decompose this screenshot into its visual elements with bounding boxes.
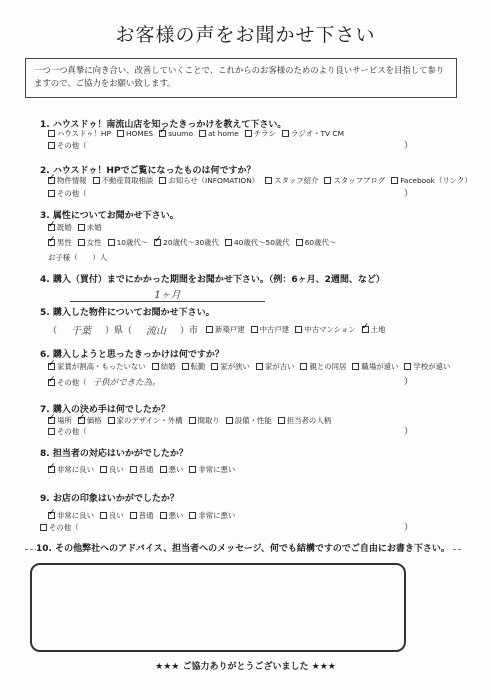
q6-options-option[interactable] [48,361,146,372]
intro-box: 一つ一つ真摯に向き合い、改善していくことで、これからのお客様のためのより良いサービスを目指して参りますので、ご協力をお願い致します。 [25,58,457,98]
q6-close-paren: ） [404,377,414,387]
checkbox[interactable] [48,239,55,246]
q5-types-option[interactable] [362,324,386,335]
q7-other [48,426,93,437]
q8-options-option[interactable] [130,464,154,475]
q4-label: 4. 購入（買付）までにかかった期間をお聞かせ下さい。（例：6ヶ月、2週間、など） [40,275,385,285]
checkbox[interactable] [117,130,124,137]
q9-label: 9. お店の印象はいかがでしたか？ [40,494,179,504]
q9-options-option[interactable] [189,510,235,521]
option-label: 悪い [168,511,184,520]
q7-options-option[interactable] [226,415,272,426]
q6-options-option[interactable] [152,361,176,372]
q9-options-option[interactable] [130,510,154,521]
q3-gender-age [48,237,342,248]
q2-options-option[interactable] [324,175,385,186]
option-label: スタッフ紹介 [274,176,319,185]
option-label: 普通 [138,465,154,474]
checkbox[interactable] [199,130,206,137]
checkbox[interactable] [362,326,369,333]
q1-options-option[interactable] [159,129,193,138]
q6-options-option[interactable] [256,361,295,372]
checkbox[interactable] [324,177,331,184]
option-label: 非常に悪い [198,465,236,474]
q5-types [206,324,391,335]
q8-options-option[interactable] [100,464,124,475]
checkbox[interactable] [300,363,307,370]
option-label: お知らせ（INFOMATION） [168,176,260,185]
q5-label: 5. 購入した物件についてお聞かせ下さい。 [40,308,215,318]
q2-options-option[interactable] [265,175,318,186]
q8-label: 8. 担当者の対応はいかがでしたか？ [40,449,188,459]
q2-other-label: その他（ [57,189,87,198]
checkbox[interactable] [78,417,85,424]
q3-gender-age-option[interactable] [48,237,72,248]
q2-options-option[interactable] [391,175,472,186]
option-label: 40歳代〜50歳代 [233,238,290,247]
q6-other-answer[interactable]: 子供ができた為。 [92,378,161,388]
checkbox[interactable] [189,417,196,424]
option-label: 60歳代〜 [304,238,337,247]
checkbox[interactable] [391,177,398,184]
option-label: 既婚 [57,223,72,232]
q5-types-option[interactable] [295,324,355,335]
option-label: ハウスドゥ！HP [57,129,111,138]
q5-pref-suffix: ）県（ [105,326,133,336]
q1-other [48,140,93,151]
option-label: 設備・性能 [234,416,272,425]
option-label: 場所 [57,416,72,425]
q7-options-option[interactable] [278,415,331,426]
footer-thanks: ★★★ ご協力ありがとうございました ★★★ [155,662,336,672]
checkbox[interactable] [160,466,167,473]
checkbox[interactable] [154,239,161,246]
q9-options [48,510,241,521]
option-label: 非常に悪い [198,511,236,520]
q3-gender-age-option[interactable] [108,237,149,248]
q8-options-option[interactable] [160,464,184,475]
option-label: 女性 [86,238,102,247]
checkbox[interactable] [48,177,55,184]
checkbox[interactable] [108,417,115,424]
checkbox[interactable] [404,363,411,370]
q1-other-label: その他（ [57,141,87,150]
option-label: 良い [108,511,124,520]
option-label: 未婚 [86,223,102,232]
option-label: 親との同居 [309,362,347,371]
q3-label: 3. 属性についてお聞かせ下さい。 [40,211,179,221]
q5-location-row [48,322,391,337]
q6-other-checkbox[interactable] [48,379,55,386]
q3-children: お子様（ ）人 [48,253,108,262]
option-label: 10歳代〜 [116,238,149,247]
q6-options-option[interactable] [352,361,398,372]
checkbox[interactable] [225,239,232,246]
option-label: 普通 [138,511,154,520]
q2-label: 2. ハウスドゥ！HPでご覧になったものは何ですか？ [40,166,256,176]
q6-options-option[interactable] [182,361,206,372]
checkbox[interactable] [159,177,166,184]
q6-options-option[interactable] [211,361,250,372]
checkbox[interactable] [48,417,55,424]
q5-city[interactable]: 流山 [146,326,167,337]
option-label: 転勤 [190,362,206,371]
q9-options-option[interactable] [100,510,124,521]
q4-answer[interactable]: 1ヶ月 [154,290,181,301]
option-label: 土地 [370,325,386,334]
option-label: ラジオ・TV CM [290,129,344,138]
option-label: suumo [168,129,194,138]
q9-other [40,522,85,533]
checkbox[interactable] [48,512,55,519]
option-label: 価格 [86,416,102,425]
q7-options-option[interactable] [189,415,220,426]
checkbox[interactable] [48,363,55,370]
q6-label: 6. 購入しようと思ったきっかけは何ですか？ [40,350,224,360]
q8-options-option[interactable] [48,464,94,475]
q3-gender-age-option[interactable] [296,237,337,248]
q6-other-label: その他（ [57,377,87,387]
option-label: 20歳代〜30歳代 [163,238,219,247]
checkbox[interactable] [278,417,285,424]
q6-options-option[interactable] [300,361,346,372]
q1-label: 1. ハウスドゥ！南流山店を知ったきっかけを教えて下さい。 [40,120,287,130]
option-label: 非常に良い [57,511,94,520]
checkbox[interactable] [296,239,303,246]
q2-close-paren: ） [404,189,414,199]
checkbox[interactable] [189,512,196,519]
q2-options-option[interactable] [48,175,87,186]
q5-types-option[interactable] [251,324,290,335]
q8-options-option[interactable] [189,464,235,475]
q6-options [48,361,456,372]
q7-options-option[interactable] [78,415,102,426]
q1-options-option[interactable] [245,128,276,139]
checkbox[interactable] [256,363,263,370]
checkbox[interactable] [245,130,252,137]
option-label: 物件情報 [57,176,87,185]
option-label: 間取り [197,416,220,425]
checkbox[interactable] [206,326,213,333]
q8-options [48,464,241,475]
q10-label: 10. その他弊社へのアドバイス、担当者へのメッセージ、何でも結構ですのでご自由にお書き下さい。 [36,541,452,554]
q1-other-checkbox[interactable] [48,142,55,149]
option-label: 担当者の人柄 [286,416,332,425]
checkbox[interactable] [295,326,302,333]
q4-answer-row [70,286,265,302]
option-label: 家のデザイン・外構 [116,416,183,425]
checkbox[interactable] [93,177,100,184]
option-label: 良い [108,465,124,474]
q6-options-option[interactable] [404,361,450,372]
q1-options-option[interactable] [48,128,111,139]
q7-other-checkbox[interactable] [48,428,55,435]
checkbox[interactable] [352,363,359,370]
checkbox[interactable] [48,466,55,473]
q7-options [48,415,337,426]
q2-other [48,188,93,199]
checkbox[interactable] [265,177,272,184]
checkbox[interactable] [48,130,55,137]
checkbox[interactable] [78,224,85,231]
option-label: 中古戸建 [259,325,290,334]
checkbox[interactable] [211,363,218,370]
option-label: スタッフブログ [333,176,386,185]
q2-options-option[interactable] [159,175,259,186]
checkbox[interactable] [48,224,55,231]
option-label: Facebook（リンク） [400,176,472,185]
checkbox[interactable] [160,512,167,519]
option-label: チラシ [253,129,276,138]
q7-close-paren: ） [404,427,414,437]
q2-options [48,175,478,186]
checkbox[interactable] [182,363,189,370]
q1-options [48,128,350,139]
q6-other [48,376,161,388]
q7-other-label: その他（ [57,427,87,436]
q1-close-paren: ） [404,141,414,151]
q2-other-checkbox[interactable] [48,190,55,197]
q5-prefecture[interactable]: 千葉 [71,326,92,337]
q3-gender-age-option[interactable] [225,237,290,248]
checkbox[interactable] [130,466,137,473]
q7-label: 7. 購入の決め手は何でしたか？ [40,405,170,415]
q5-city-suffix: ）市 [180,326,199,336]
q1-options-option[interactable] [117,129,153,138]
option-label: 家が狭い [220,362,250,371]
option-label: 非常に良い [57,465,94,474]
option-label: 家賃が割高・もったいない [57,362,146,371]
option-label: HOMES [125,129,154,138]
comment-box[interactable] [30,563,406,652]
checkbox[interactable] [78,239,85,246]
checkbox[interactable] [130,512,137,519]
q5-types-option[interactable] [206,324,245,335]
option-label: 学校が遠い [413,362,451,371]
q3-gender-age-option[interactable] [154,237,219,248]
checkbox[interactable] [189,466,196,473]
q9-options-option[interactable] [48,510,94,521]
checkbox[interactable] [282,130,289,137]
checkbox[interactable] [108,239,115,246]
q7-options-option[interactable] [48,415,72,426]
q2-options-option[interactable] [93,175,154,186]
checkbox[interactable] [152,363,159,370]
option-label: 家が古い [264,362,295,371]
q3-gender-age-option[interactable] [78,237,102,248]
q9-close-paren: ） [404,523,414,533]
option-label: 職場が遠い [361,362,399,371]
q7-options-option[interactable] [108,415,183,426]
checkbox[interactable] [100,512,107,519]
option-label: 新築戸建 [215,325,245,334]
checkbox[interactable] [226,417,233,424]
checkbox[interactable] [251,326,258,333]
checkbox[interactable] [159,130,166,137]
q9-options-option[interactable] [160,510,184,521]
q9-other-label: その他（ [49,523,79,532]
option-label: 悪い [168,465,184,474]
q1-options-option[interactable] [282,128,344,139]
option-label: 結婚 [160,362,176,371]
q5-pref-open: （ [48,326,58,336]
option-label: 中古マンション [304,325,356,334]
checkbox[interactable] [100,466,107,473]
q9-other-checkbox[interactable] [40,524,47,531]
q1-options-option[interactable] [199,129,239,138]
option-label: at home [208,129,239,138]
q3-marital [48,222,108,233]
option-label: 不動産買取相談 [101,176,154,185]
option-label: 男性 [57,238,72,247]
q3-marital-option[interactable] [78,222,102,233]
page-title: お客様の声をお聞かせ下さい [115,24,376,46]
q3-marital-option[interactable] [48,222,72,233]
